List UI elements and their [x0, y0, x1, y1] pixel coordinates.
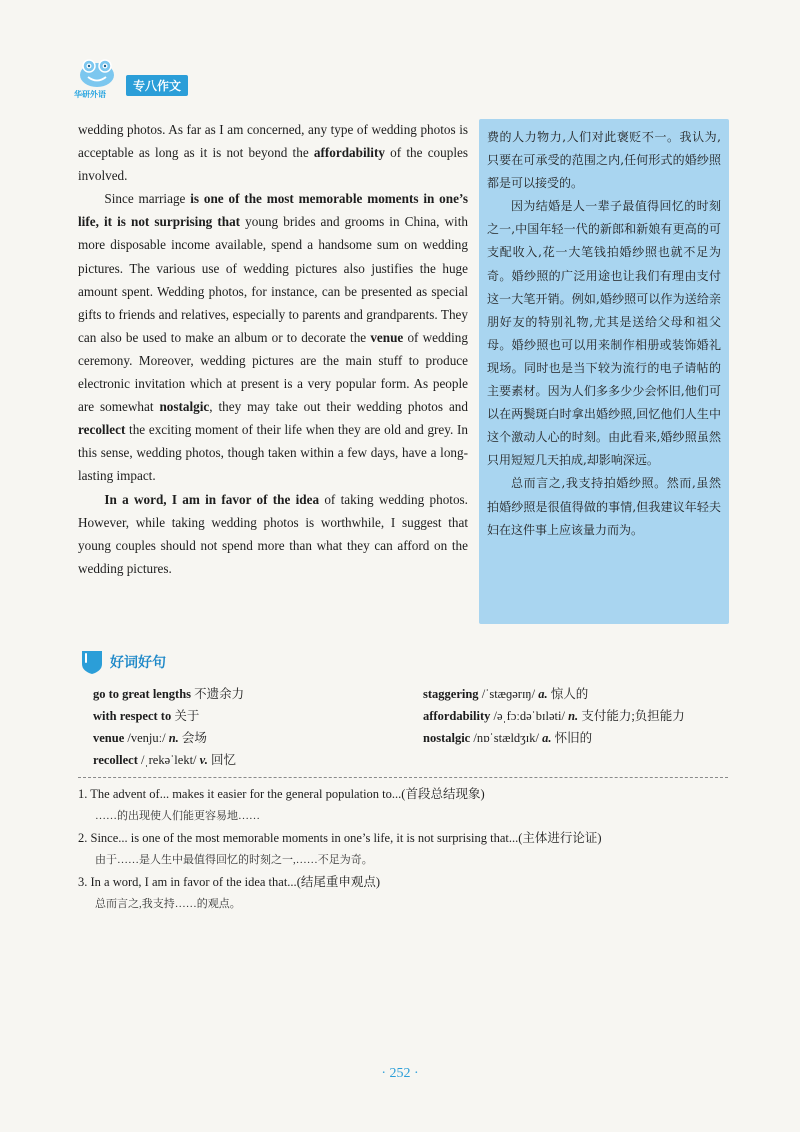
sentence-translation-2: 由于……是人生中最值得回忆的时刻之一,……不足为奇。: [95, 854, 373, 866]
vocab-item: go to great lengths 不遗余力: [93, 687, 245, 701]
translation-box: [479, 119, 729, 624]
essay-paragraph-2: Since marriage is one of the most memorable moments in one’s life, it is not surprising that young brides and grooms in China, with more disposable income available, spend a handsome sum on wedding pictures. The various use of wedding pictures also justifies the huge amount spent. Wedding photos, for instance, can be presented as special gifts to friends and relatives, especially to parents and grandparents. They can also be used to make an album or to decorate the venue of wedding ceremony. Moreover, wedding pictures are the main stuff to produce electronic invitation which at present is a very popular form. As people are somewhat nostalgic, they may take out their wedding photos and recollect the exciting moment of their life when they are old and grey. In this sense, wedding photos, though taken within a few days, have a long-lasting impact.: [78, 191, 468, 484]
vocab-item: recollect /ˌrekəˈlekt/ v. 回忆: [93, 753, 237, 767]
logo-text: 华研外语: [74, 90, 106, 99]
key-phrase-memorable: is one of the most memorable moments in one’s life, it is not surprising that: [78, 191, 468, 230]
page-header: [70, 58, 270, 98]
section-divider: [78, 777, 728, 778]
sentence-patterns: [78, 783, 728, 915]
keyword-nostalgic: nostalgic: [159, 399, 210, 415]
translation-paragraph-2: 因为结婚是人一辈子最值得回忆的时刻之一,中国年轻一代的新郎和新娘有更高的可支配收入,花一大笔钱拍婚纱照也就不足为奇。婚纱照的广泛用途也让我们有理由支付这一大笔开销。例如,婚纱照可以作为送给亲朋好友的特别礼物,尤其是送给父母和祖父母。婚纱照也可以用来制作相册或装饰婚礼现场。同时也是当下较为流行的电子请帖的主要素材。因为人们多多少少会怀旧,他们可以在两鬓斑白时拿出婚纱照,回忆他们人生中这个激动人心的时刻。由此看来,婚纱照虽然只用短短几天拍成,却影响深远。: [487, 199, 721, 468]
vocab-title: 好词好句: [110, 655, 166, 671]
essay-paragraph-3: In a word, I am in favor of the idea of taking wedding photos. However, while taking wedding photos is worthwhile, I suggest that young couples should not spend more than what they can afford on the wedding pictures.: [78, 491, 468, 576]
vocab-item: with respect to 关于: [93, 709, 200, 723]
key-phrase-in-a-word: In a word, I am in favor of the idea: [104, 491, 320, 507]
essay-text: [78, 118, 468, 580]
vocab-item: affordability /əˌfɔːdəˈbɪləti/ n. 支付能力;负担能力: [423, 709, 685, 723]
keyword-venue: venue: [370, 329, 404, 345]
keyword-recollect: recollect: [78, 422, 126, 438]
sentence-translation-1: ……的出现使人们能更容易地……: [95, 810, 260, 822]
page-number: · 252 ·: [381, 1066, 419, 1081]
essay-paragraph-1: wedding photos. As far as I am concerned, any type of wedding photos is acceptable as long as it is not beyond the affordability of the couples involved.: [78, 122, 468, 184]
sentence-translation-3: 总而言之,我支持……的观点。: [95, 898, 241, 910]
sentence-pattern-3: 3. In a word, I am in favor of the idea that...(结尾重申观点): [78, 875, 381, 889]
translation-paragraph-1: 费的人力物力,人们对此褒贬不一。我认为,只要在可承受的范围之内,任何形式的婚纱照都是可以接受的。: [487, 130, 721, 191]
vocab-item: venue /venjuː/ n. 会场: [93, 731, 207, 745]
keyword-affordability: affordability: [313, 145, 385, 161]
vocab-item: nostalgic /nɒˈstældʒɪk/ a. 怀旧的: [423, 731, 593, 745]
sentence-pattern-2: 2. Since... is one of the most memorable moments in one’s life, it is not surprising that...(主体进行论证): [78, 831, 602, 845]
vocab-list-left: [93, 683, 413, 771]
sentence-pattern-1: 1. The advent of... makes it easier for the general population to...(首段总结现象): [78, 787, 485, 801]
translation-paragraph-3: 总而言之,我支持拍婚纱照。然而,虽然拍婚纱照是很值得做的事情,但我建议年轻夫妇在这件事上应该量力而为。: [487, 476, 721, 537]
shield-icon: [80, 649, 104, 675]
section-tag: 专八作文: [126, 75, 188, 96]
vocab-heading: [80, 649, 280, 675]
vocab-item: staggering /ˈstæɡərɪŋ/ a. 惊人的: [423, 687, 589, 701]
vocab-list-right: [423, 683, 743, 749]
